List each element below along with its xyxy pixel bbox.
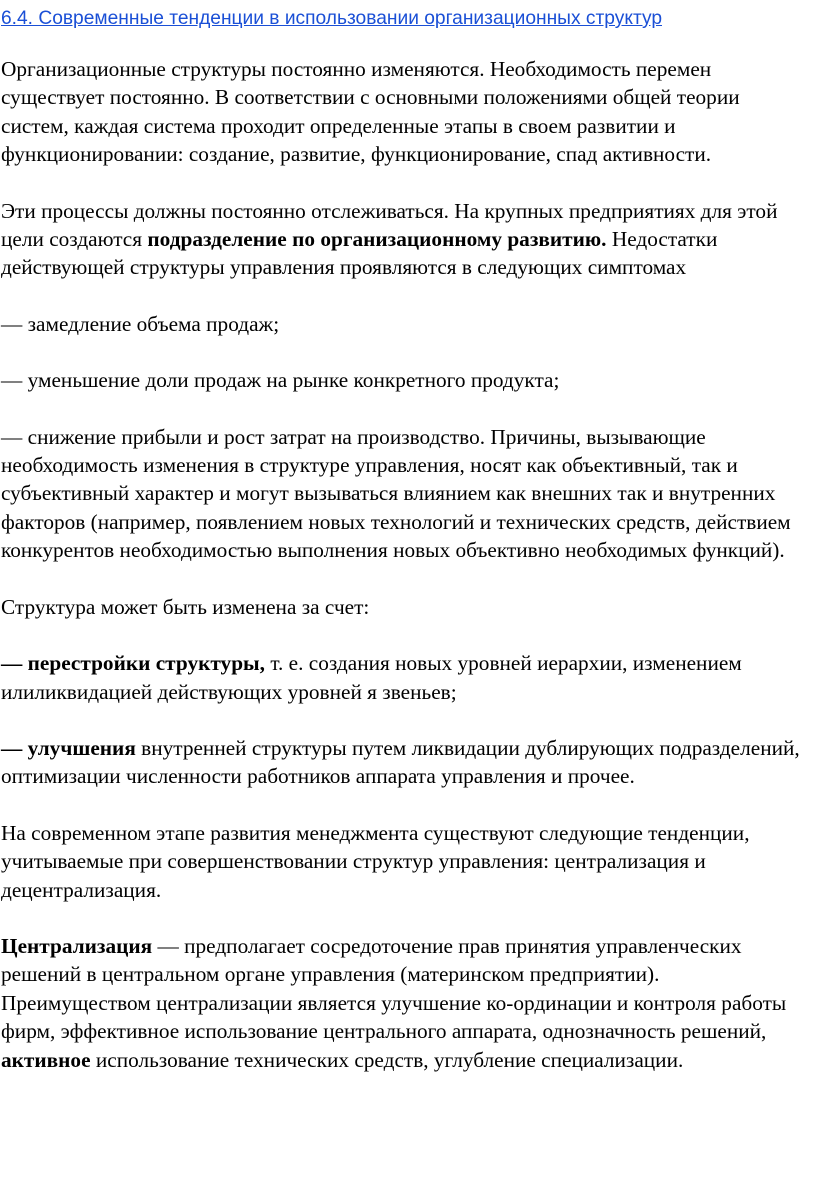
centralization-bold-active: активное xyxy=(1,1047,91,1072)
symptom-item-3: — снижение прибыли и рост затрат на производство. Причины, вызывающие необходимость изменения в структуре управления, носят как объективный, так и субъективный характер и могут вызываться влиянием как внешних так и внутренних факторов (например, появлением новых технологий и технических средств, действием конкурентов необходимостью выполнения новых объективно необходимых функций). xyxy=(1,424,791,563)
spacer xyxy=(1,169,808,197)
change-item-restructure-text: т. е. создания новых уровней иерархии, изменением илиликвидацией действующих уровней я звеньев; xyxy=(1,651,742,704)
spacer xyxy=(1,904,808,932)
spacer xyxy=(1,565,808,593)
paragraph-processes-bold: подразделение по организационному развитию. xyxy=(147,227,607,252)
centralization-tail: использование технических средств, углубление специализации. xyxy=(90,1047,684,1072)
paragraph-intro: Организационные структуры постоянно изменяются. Необходимость перемен существует постоянно. В соответствии с основными положениями общей теории систем, каждая система проходит определенные этапы в своем развитии и функционировании: создание, развитие, функционирование, спад активности. xyxy=(1,57,740,167)
section-title-link[interactable]: 6.4. Современные тенденции в использовании организационных структур xyxy=(1,8,662,29)
paragraph-processes xyxy=(1,197,808,282)
spacer xyxy=(1,706,808,734)
spacer xyxy=(1,33,808,55)
spacer xyxy=(1,282,808,310)
spacer xyxy=(1,338,808,366)
paragraph-processes-text: Эти процессы должны постоянно отслеживаться. На крупных предприятиях для этой цели создаются xyxy=(1,198,778,252)
change-item-restructure xyxy=(1,649,808,706)
change-item-improve-bold: — улучшения xyxy=(1,735,136,760)
centralization-text: — предполагает сосредоточение прав принятия управленческих решений в центральном органе управления (материнском предприятии). Преимуществом централизации является улучшение ко-ординации и контроля работы фирм, эффективное использование центрального аппарата, однозначность решений, xyxy=(1,933,787,1044)
paragraph-processes-tail: Недостатки действующей структуры управления проявляются в следующих симптомах xyxy=(1,227,718,280)
spacer xyxy=(1,621,808,649)
paragraph-centralization xyxy=(1,932,808,1074)
symptom-item-2: — уменьшение доли продаж на рынке конкретного продукта; xyxy=(1,368,560,393)
spacer xyxy=(1,791,808,819)
paragraph-trends: На современном этапе развития менеджмента существуют следующие тенденции, учитываемые при совершенствовании структур управления: централизация и децентрализация. xyxy=(1,820,750,902)
change-item-restructure-bold: — перестройки структуры, xyxy=(1,651,265,676)
centralization-term: Централизация xyxy=(1,933,153,958)
paragraph-change: Структура может быть изменена за счет: xyxy=(1,594,370,619)
symptom-item-1: — замедление объема продаж; xyxy=(1,311,280,336)
change-item-improve xyxy=(1,734,808,791)
change-item-improve-text: внутренней структуры путем ликвидации дублирующих подразделений, оптимизации численности работников аппарата управления и прочее. xyxy=(1,735,800,789)
spacer xyxy=(1,395,808,423)
